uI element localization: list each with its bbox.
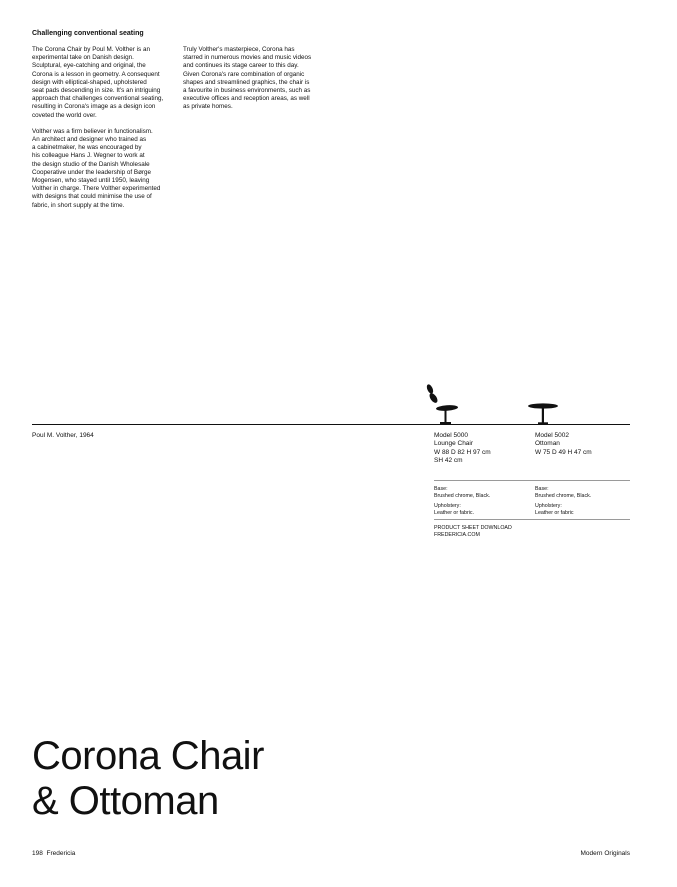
footer-section-name: Modern Originals bbox=[580, 850, 630, 857]
section-heading: Challenging conventional seating bbox=[32, 30, 144, 37]
designer-paragraph: Volther was a firm believer in functionalism. An architect and designer who trained as a cabinetmaker, he was encouraged by his colleague Hans J. Wegner to work at the design studio of the Danish Wholesale Cooperative under the leadership of Børge Mogensen, who stayed until 1950, leaving Volther in charge. There Volther experimented with designs that could minimise the use of fabric, in short supply at the time. bbox=[32, 127, 161, 209]
download-divider bbox=[434, 519, 630, 520]
designer-credit: Poul M. Volther, 1964 bbox=[32, 432, 94, 439]
intro-paragraph: The Corona Chair by Poul M. Volther is an experimental take on Danish design. Sculptural, eye-catching and original, the Corona is a lesson in geometry. A consequent design with elliptical-shaped, upholstered seat pads descending in size. It's an intriguing approach that challenges conventional seating, resulting in Corona's image as a design icon coveted the world over. bbox=[32, 46, 164, 119]
page-number: 198 bbox=[32, 850, 43, 857]
masterpiece-paragraph: Truly Volther's masterpiece, Corona has starred in numerous movies and music videos and continues its stage career to this day. Given Corona's rare combination of organic shapes and streamlined graphics, the chair is a favourite in business environments, such as executive offices and reception areas, as well as private homes. bbox=[183, 46, 312, 111]
ottoman-illustration bbox=[526, 402, 560, 425]
horizontal-rule bbox=[32, 424, 630, 425]
ottoman-model-info: Model 5002 Ottoman W 75 D 49 H 47 cm bbox=[535, 432, 592, 456]
spec-divider bbox=[434, 480, 630, 481]
ottoman-upholstery-spec: Upholstery: Leather or fabric bbox=[535, 503, 574, 516]
lounge-chair-illustration bbox=[420, 383, 462, 425]
text-column-1 bbox=[32, 46, 177, 218]
text-column-2 bbox=[183, 46, 333, 120]
ottoman-base-spec: Base: Brushed chrome, Black. bbox=[535, 486, 592, 499]
footer-brand: Fredericia bbox=[46, 850, 76, 857]
product-sheet-download-link[interactable]: PRODUCT SHEET DOWNLOAD FREDERICIA.COM bbox=[434, 525, 512, 538]
chair-base-spec: Base: Brushed chrome, Black. bbox=[434, 486, 491, 499]
chair-model-info: Model 5000 Lounge Chair W 88 D 82 H 97 cm SH 42 cm bbox=[434, 432, 491, 464]
chair-upholstery-spec: Upholstery: Leather or fabric. bbox=[434, 503, 475, 516]
page-title: Corona Chair & Ottoman bbox=[32, 734, 264, 823]
footer-left bbox=[32, 850, 75, 857]
